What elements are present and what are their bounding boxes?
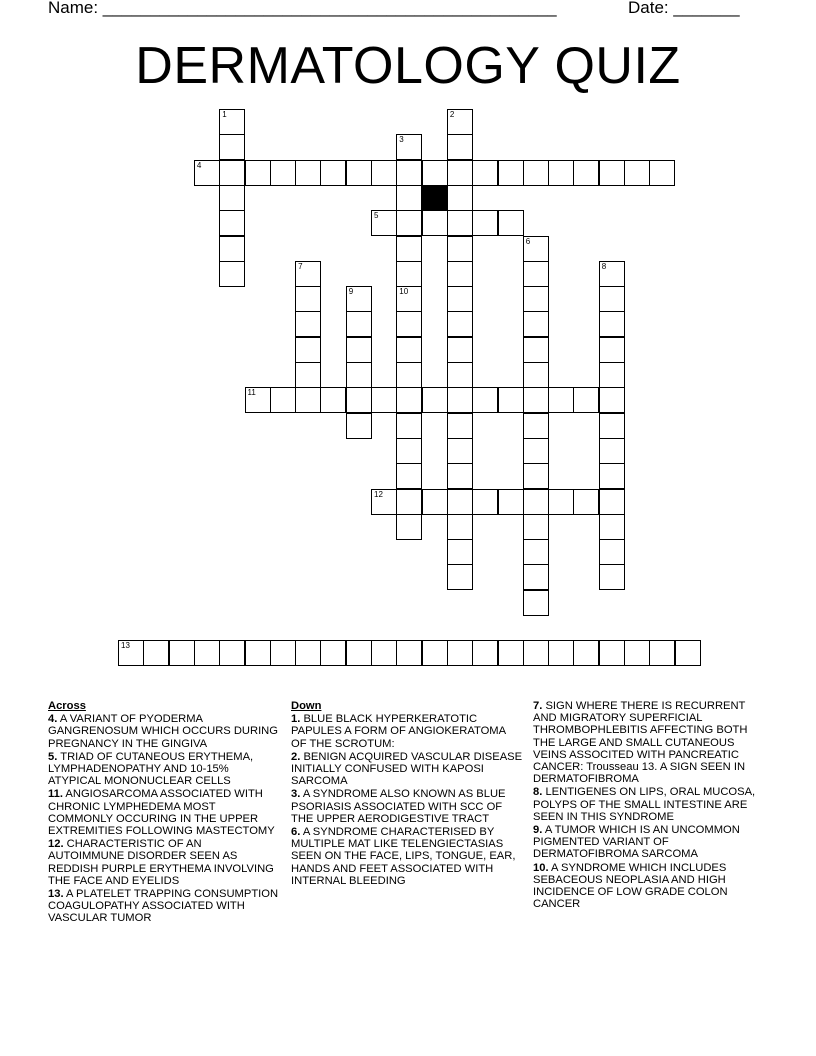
clue-text: BLUE BLACK HYPERKERATOTIC PAPULES A FORM OF ANGIOKERATOMA OF THE SCROTUM: bbox=[291, 713, 506, 750]
clue-item bbox=[48, 713, 280, 750]
grid-cell[interactable] bbox=[396, 413, 422, 439]
clue-text: CHARACTERISTIC OF AN AUTOIMMUNE DISORDER SEEN AS REDDISH PURPLE ERYTHEMA INVOLVING THE FACE AND EYELIDS bbox=[48, 838, 274, 887]
down-heading: Down bbox=[291, 700, 322, 712]
grid-cell[interactable] bbox=[371, 640, 397, 666]
grid-cell[interactable] bbox=[396, 160, 422, 186]
clue-item bbox=[533, 824, 768, 861]
grid-cell[interactable] bbox=[548, 387, 574, 413]
grid-cell[interactable] bbox=[194, 640, 220, 666]
across-clue-list bbox=[48, 713, 280, 924]
grid-cell[interactable] bbox=[523, 337, 549, 363]
grid-cell[interactable] bbox=[346, 337, 372, 363]
grid-cell[interactable] bbox=[396, 489, 422, 515]
grid-cell[interactable] bbox=[447, 236, 473, 262]
grid-cell[interactable] bbox=[599, 514, 625, 540]
grid-cell[interactable] bbox=[498, 210, 524, 236]
down-continued-clue-list bbox=[533, 700, 768, 910]
grid-cell[interactable] bbox=[371, 210, 397, 236]
clue-text: TRIAD OF CUTANEOUS ERYTHEMA, LYMPHADENOPATHY AND 10-15% ATYPICAL MONONUCLEAR CELLS bbox=[48, 750, 254, 788]
grid-cell[interactable] bbox=[523, 286, 549, 312]
grid-cell[interactable] bbox=[599, 539, 625, 565]
clue-text: SIGN WHERE THERE IS RECURRENT AND MIGRATORY SUPERFICIAL THROMBOPHLEBITIS AFFECTING BOTH THE LARGE AND SMALL CUTANEOUS VEINS ASSOCITED WITH PANCREATIC CANCER: Trousseau 13. A SIGN SEEN IN DERMATOFIBROMA bbox=[533, 700, 748, 786]
grid-cell[interactable] bbox=[447, 210, 473, 236]
clue-text: A VARIANT OF PYODERMA GANGRENOSUM WHICH OCCURS DURING PREGNANCY IN THE GINGIVA bbox=[48, 713, 278, 750]
grid-cell[interactable] bbox=[472, 210, 498, 236]
grid-cell[interactable] bbox=[422, 387, 448, 413]
grid-cell[interactable] bbox=[447, 564, 473, 590]
grid-cell[interactable] bbox=[346, 286, 372, 312]
grid-cell[interactable] bbox=[599, 438, 625, 464]
grid-cell[interactable] bbox=[447, 286, 473, 312]
grid-cell[interactable] bbox=[523, 640, 549, 666]
clue-number: 5 bbox=[374, 211, 379, 221]
clue-item bbox=[291, 713, 523, 750]
clue-number: 13. bbox=[48, 888, 64, 901]
grid-cell[interactable] bbox=[245, 160, 271, 186]
grid-cell[interactable] bbox=[599, 489, 625, 515]
clue-number: 13 bbox=[121, 641, 130, 651]
grid-cell[interactable] bbox=[447, 514, 473, 540]
grid-cell[interactable] bbox=[396, 286, 422, 312]
grid-cell[interactable] bbox=[396, 438, 422, 464]
grid-cell[interactable] bbox=[599, 311, 625, 337]
clue-number: 3. bbox=[291, 788, 301, 801]
grid-cell[interactable] bbox=[219, 210, 245, 236]
grid-cell[interactable] bbox=[447, 311, 473, 337]
grid-cell[interactable] bbox=[523, 362, 549, 388]
grid-cell[interactable] bbox=[548, 489, 574, 515]
grid-cell[interactable] bbox=[498, 387, 524, 413]
grid-cell[interactable] bbox=[219, 640, 245, 666]
grid-cell[interactable] bbox=[472, 640, 498, 666]
grid-cell[interactable] bbox=[371, 489, 397, 515]
grid-cell[interactable] bbox=[219, 261, 245, 287]
grid-cell[interactable] bbox=[194, 160, 220, 186]
grid-cell[interactable] bbox=[245, 640, 271, 666]
clue-number: 12 bbox=[374, 489, 383, 499]
clue-text: BENIGN ACQUIRED VASCULAR DISEASE INITIALLY CONFUSED WITH KAPOSI SARCOMA bbox=[291, 750, 523, 788]
clue-number: 7. bbox=[533, 700, 543, 712]
clue-number: 12. bbox=[48, 838, 64, 851]
grid-cell[interactable] bbox=[447, 261, 473, 287]
clue-number: 6 bbox=[525, 236, 531, 246]
grid-cell[interactable] bbox=[447, 362, 473, 388]
grid-cell[interactable] bbox=[675, 640, 701, 666]
grid-cell[interactable] bbox=[447, 438, 473, 464]
grid-cell[interactable] bbox=[599, 564, 625, 590]
grid-cell[interactable] bbox=[599, 413, 625, 439]
clue-text: LENTIGENES ON LIPS, ORAL MUCOSA, POLYPS OF THE SMALL INTESTINE ARE SEEN IN THIS SYNDROME bbox=[533, 786, 756, 823]
clue-item bbox=[533, 700, 768, 785]
grid-cell[interactable] bbox=[447, 109, 473, 135]
clue-item bbox=[533, 862, 768, 911]
clue-item bbox=[48, 751, 280, 788]
grid-cell[interactable] bbox=[472, 489, 498, 515]
clue-number: 11. bbox=[48, 788, 63, 801]
grid-cell[interactable] bbox=[219, 160, 245, 186]
grid-cell[interactable] bbox=[295, 362, 321, 388]
clue-item bbox=[533, 786, 768, 823]
clue-number: 9. bbox=[533, 824, 543, 837]
grid-cell[interactable] bbox=[371, 160, 397, 186]
grid-cell[interactable] bbox=[396, 185, 422, 211]
grid-cell[interactable] bbox=[573, 387, 599, 413]
grid-cell[interactable] bbox=[320, 640, 346, 666]
grid-cell[interactable] bbox=[523, 413, 549, 439]
clues-down-column bbox=[291, 700, 523, 888]
grid-cell[interactable] bbox=[396, 261, 422, 287]
grid-cell[interactable] bbox=[447, 489, 473, 515]
grid-cell[interactable] bbox=[346, 362, 372, 388]
grid-cell[interactable] bbox=[295, 160, 321, 186]
grid-cell[interactable] bbox=[371, 387, 397, 413]
clue-number: 1 bbox=[222, 110, 227, 119]
clue-number: 11 bbox=[247, 388, 256, 398]
grid-cell[interactable] bbox=[548, 640, 574, 666]
grid-cell[interactable] bbox=[270, 160, 296, 186]
grid-cell[interactable] bbox=[447, 640, 473, 666]
grid-cell[interactable] bbox=[396, 387, 422, 413]
clue-item bbox=[291, 826, 523, 887]
grid-cell[interactable] bbox=[447, 160, 473, 186]
grid-cell[interactable] bbox=[270, 640, 296, 666]
grid-cell[interactable] bbox=[599, 387, 625, 413]
grid-cell[interactable] bbox=[422, 210, 448, 236]
grid-cell[interactable] bbox=[396, 640, 422, 666]
grid-cell[interactable] bbox=[422, 160, 448, 186]
grid-cell[interactable] bbox=[523, 489, 549, 515]
clue-number: 9 bbox=[348, 287, 354, 297]
grid-cell[interactable] bbox=[143, 640, 169, 666]
page-title: DERMATOLOGY QUIZ bbox=[135, 37, 681, 95]
clues-down-continued-column bbox=[533, 700, 768, 911]
name-field[interactable]: Name: ________________________________________________ bbox=[48, 0, 557, 17]
grid-cell[interactable] bbox=[295, 387, 321, 413]
clue-item bbox=[48, 838, 280, 887]
black-cell bbox=[422, 185, 448, 211]
grid-cell[interactable] bbox=[295, 261, 321, 287]
clue-text: A SYNDROME CHARACTERISED BY MULTIPLE MAT LIKE TELENGIECTASIAS SEEN ON THE FACE, LIPS, TONGUE, EAR, HANDS AND FEET ASSOCIATED WITH INTERNAL BLEEDING bbox=[291, 826, 516, 887]
clue-item bbox=[48, 888, 280, 925]
grid-cell[interactable] bbox=[346, 160, 372, 186]
clue-number: 4 bbox=[196, 160, 202, 170]
grid-cell[interactable] bbox=[498, 489, 524, 515]
grid-cell[interactable] bbox=[295, 311, 321, 337]
grid-cell[interactable] bbox=[346, 311, 372, 337]
grid-cell[interactable] bbox=[523, 160, 549, 186]
grid-cell[interactable] bbox=[295, 286, 321, 312]
clue-text: A PLATELET TRAPPING CONSUMPTION COAGULOPATHY ASSOCIATED WITH VASCULAR TUMOR bbox=[48, 888, 279, 925]
clue-text: A SYNDROME ALSO KNOWN AS BLUE PSORIASIS ASSOCIATED WITH SCC OF THE UPPER AERODIGESTIVE TRACT bbox=[291, 788, 506, 825]
grid-cell[interactable] bbox=[396, 134, 422, 160]
grid-cell[interactable] bbox=[422, 640, 448, 666]
grid-cell[interactable] bbox=[320, 387, 346, 413]
grid-cell[interactable] bbox=[346, 413, 372, 439]
grid-cell[interactable] bbox=[396, 210, 422, 236]
grid-cell[interactable] bbox=[624, 640, 650, 666]
grid-cell[interactable] bbox=[523, 387, 549, 413]
grid-cell[interactable] bbox=[219, 236, 245, 262]
grid-cell[interactable] bbox=[295, 337, 321, 363]
clue-text: ANGIOSARCOMA ASSOCIATED WITH CHRONIC LYMPHEDEMA MOST COMMONLY OCCURING IN THE UPPER EXTREMITIES FOLLOWING MASTECTOMY bbox=[48, 788, 275, 838]
grid-cell[interactable] bbox=[447, 337, 473, 363]
grid-cell[interactable] bbox=[523, 438, 549, 464]
grid-cell[interactable] bbox=[219, 134, 245, 160]
clue-number: 8 bbox=[601, 261, 607, 271]
clue-number: 4. bbox=[48, 713, 58, 726]
grid-cell[interactable] bbox=[599, 261, 625, 287]
across-heading: Across bbox=[48, 700, 86, 712]
grid-cell[interactable] bbox=[599, 463, 625, 489]
grid-cell[interactable] bbox=[245, 387, 271, 413]
grid-cell[interactable] bbox=[624, 160, 650, 186]
grid-cell[interactable] bbox=[649, 160, 675, 186]
grid-cell[interactable] bbox=[396, 514, 422, 540]
grid-cell[interactable] bbox=[573, 640, 599, 666]
clue-number: 6. bbox=[291, 826, 301, 839]
clue-number: 7 bbox=[298, 261, 303, 271]
grid-cell[interactable] bbox=[523, 539, 549, 565]
grid-cell[interactable] bbox=[523, 590, 549, 616]
grid-cell[interactable] bbox=[523, 261, 549, 287]
clues-across-column bbox=[48, 700, 280, 926]
grid-cell[interactable] bbox=[523, 463, 549, 489]
clue-item bbox=[291, 751, 523, 788]
clue-number: 8. bbox=[533, 786, 543, 799]
grid-cell[interactable] bbox=[169, 640, 195, 666]
grid-cell[interactable] bbox=[447, 539, 473, 565]
clue-item bbox=[48, 788, 280, 837]
grid-cell[interactable] bbox=[599, 640, 625, 666]
grid-cell[interactable] bbox=[573, 489, 599, 515]
grid-cell[interactable] bbox=[346, 387, 372, 413]
grid-cell[interactable] bbox=[295, 640, 321, 666]
grid-cell[interactable] bbox=[346, 640, 372, 666]
grid-cell[interactable] bbox=[472, 160, 498, 186]
clue-number: 2. bbox=[291, 750, 301, 763]
clue-number: 5. bbox=[48, 750, 58, 763]
grid-cell[interactable] bbox=[219, 185, 245, 211]
grid-cell[interactable] bbox=[523, 311, 549, 337]
clue-number: 3 bbox=[399, 135, 404, 145]
grid-cell[interactable] bbox=[498, 160, 524, 186]
grid-cell[interactable] bbox=[498, 640, 524, 666]
grid-cell[interactable] bbox=[396, 463, 422, 489]
date-field[interactable]: Date: _______ bbox=[628, 0, 740, 17]
grid-cell[interactable] bbox=[447, 387, 473, 413]
grid-cell[interactable] bbox=[523, 564, 549, 590]
down-clue-list bbox=[291, 713, 523, 887]
grid-cell[interactable] bbox=[270, 387, 296, 413]
grid-cell[interactable] bbox=[447, 134, 473, 160]
grid-cell[interactable] bbox=[219, 109, 245, 135]
grid-cell[interactable] bbox=[599, 337, 625, 363]
grid-cell[interactable] bbox=[548, 160, 574, 186]
grid-cell[interactable] bbox=[396, 362, 422, 388]
clue-number: 1. bbox=[291, 713, 301, 726]
grid-cell[interactable] bbox=[523, 514, 549, 540]
clue-number: 10. bbox=[533, 861, 549, 874]
grid-cell[interactable] bbox=[422, 489, 448, 515]
clue-text: A TUMOR WHICH IS AN UNCOMMON PIGMENTED VARIANT OF DERMATOFIBROMA SARCOMA bbox=[533, 824, 740, 861]
grid-cell[interactable] bbox=[447, 413, 473, 439]
grid-cell[interactable] bbox=[599, 286, 625, 312]
grid-cell[interactable] bbox=[523, 236, 549, 262]
grid-cell[interactable] bbox=[573, 160, 599, 186]
grid-cell[interactable] bbox=[118, 640, 144, 666]
clue-text: A SYNDROME WHICH INCLUDES SEBACEOUS NEOPLASIA AND HIGH INCIDENCE OF LOW GRADE COLON CANCER bbox=[533, 861, 728, 911]
grid-cell[interactable] bbox=[396, 236, 422, 262]
grid-cell[interactable] bbox=[599, 160, 625, 186]
grid-cell[interactable] bbox=[447, 185, 473, 211]
clue-number: 10 bbox=[399, 287, 409, 297]
grid-cell[interactable] bbox=[396, 311, 422, 337]
clue-number: 2 bbox=[449, 110, 455, 119]
grid-cell[interactable] bbox=[320, 160, 346, 186]
grid-cell[interactable] bbox=[472, 387, 498, 413]
grid-cell[interactable] bbox=[649, 640, 675, 666]
grid-cell[interactable] bbox=[447, 463, 473, 489]
grid-cell[interactable] bbox=[599, 362, 625, 388]
clue-item bbox=[291, 788, 523, 825]
grid-cell[interactable] bbox=[396, 337, 422, 363]
